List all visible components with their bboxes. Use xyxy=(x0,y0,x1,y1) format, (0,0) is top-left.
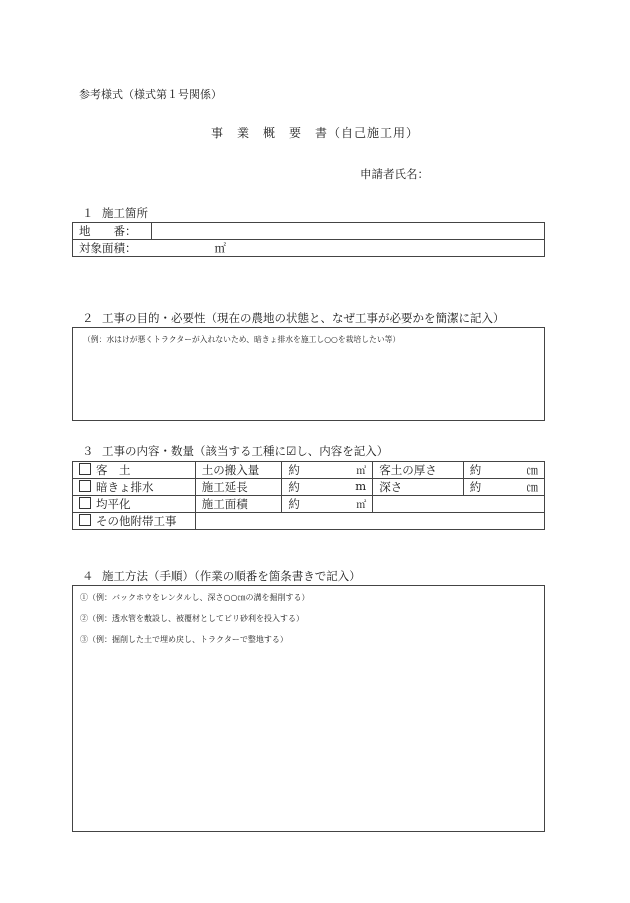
section4-number: ４ xyxy=(82,569,94,583)
section1-heading xyxy=(82,205,148,221)
section1-number: １ xyxy=(82,206,94,220)
table-row xyxy=(73,479,545,496)
reference-label: 参考様式（様式第１号関係） xyxy=(79,88,222,101)
applicant-name-label: 申請者氏名： xyxy=(360,167,429,181)
work-content-table xyxy=(72,461,545,530)
table-row xyxy=(73,240,545,257)
table-row xyxy=(73,513,545,530)
cell-label: 客土の厚さ xyxy=(373,462,463,479)
method-step-example: ①（例：バックホウをレンタルし、深さ○○㎝の溝を掘削する） xyxy=(80,593,310,602)
work-item-leveling[interactable]: 均平化 xyxy=(73,496,196,513)
cell-value[interactable]: 約 ㎡ xyxy=(282,496,373,513)
method-step-example: ②（例：透水管を敷設し、被覆材としてビリ砂利を投入する） xyxy=(80,614,304,623)
work-item-soil-dressing[interactable]: 客 土 xyxy=(73,462,196,479)
cell-label: 土の搬入量 xyxy=(195,462,282,479)
section3-title: 工事の内容・数量（該当する工種に☑し、内容を記入） xyxy=(102,444,389,458)
checkbox-icon[interactable] xyxy=(79,514,91,526)
purpose-example-text: （例：水はけが悪くトラクターが入れないため、暗きょ排水を施工し○○を栽培したい等） xyxy=(83,335,401,344)
lot-number-label: 地 番： xyxy=(73,223,152,240)
lot-number-field[interactable] xyxy=(152,223,545,240)
table-row xyxy=(73,223,545,240)
method-textbox[interactable] xyxy=(72,585,545,832)
cell-value[interactable]: 約 m xyxy=(282,479,373,496)
checkbox-icon[interactable] xyxy=(79,480,91,492)
section4-heading xyxy=(82,568,361,584)
target-area-field[interactable] xyxy=(73,240,545,257)
cell-label: 施工延長 xyxy=(195,479,282,496)
cell-value[interactable]: 約 ㎥ xyxy=(282,462,373,479)
construction-site-table xyxy=(72,222,545,257)
table-row xyxy=(73,496,545,513)
work-item-underdrain[interactable]: 暗きょ排水 xyxy=(73,479,196,496)
target-area-unit: ㎡ xyxy=(214,241,226,255)
work-item-other[interactable]: その他附帯工事 xyxy=(73,513,196,530)
target-area-label: 対象面積： xyxy=(79,241,137,255)
section3-number: ３ xyxy=(82,444,94,458)
cell-label: 深さ xyxy=(373,479,463,496)
method-step-example: ③（例：掘削した土で埋め戻し、トラクターで整地する） xyxy=(80,635,288,644)
other-work-field[interactable] xyxy=(195,513,544,530)
table-row xyxy=(73,462,545,479)
section2-heading xyxy=(82,310,505,326)
document-title: 事 業 概 要 書（自己施工用） xyxy=(210,126,419,140)
cell-label: 施工面積 xyxy=(195,496,282,513)
checkbox-icon[interactable] xyxy=(79,463,91,475)
section4-title: 施工方法（手順）（作業の順番を箇条書きで記入） xyxy=(102,569,361,583)
checkbox-icon[interactable] xyxy=(79,497,91,509)
section1-title: 施工箇所 xyxy=(102,206,148,220)
cell-value[interactable]: 約 ㎝ xyxy=(463,479,544,496)
section2-title: 工事の目的・必要性（現在の農地の状態と、なぜ工事が必要かを簡潔に記入） xyxy=(102,311,505,325)
cell-value[interactable]: 約 ㎝ xyxy=(463,462,544,479)
cell-empty xyxy=(373,496,545,513)
section2-number: ２ xyxy=(82,311,94,325)
section3-heading xyxy=(82,443,388,459)
purpose-textbox[interactable] xyxy=(72,327,545,421)
